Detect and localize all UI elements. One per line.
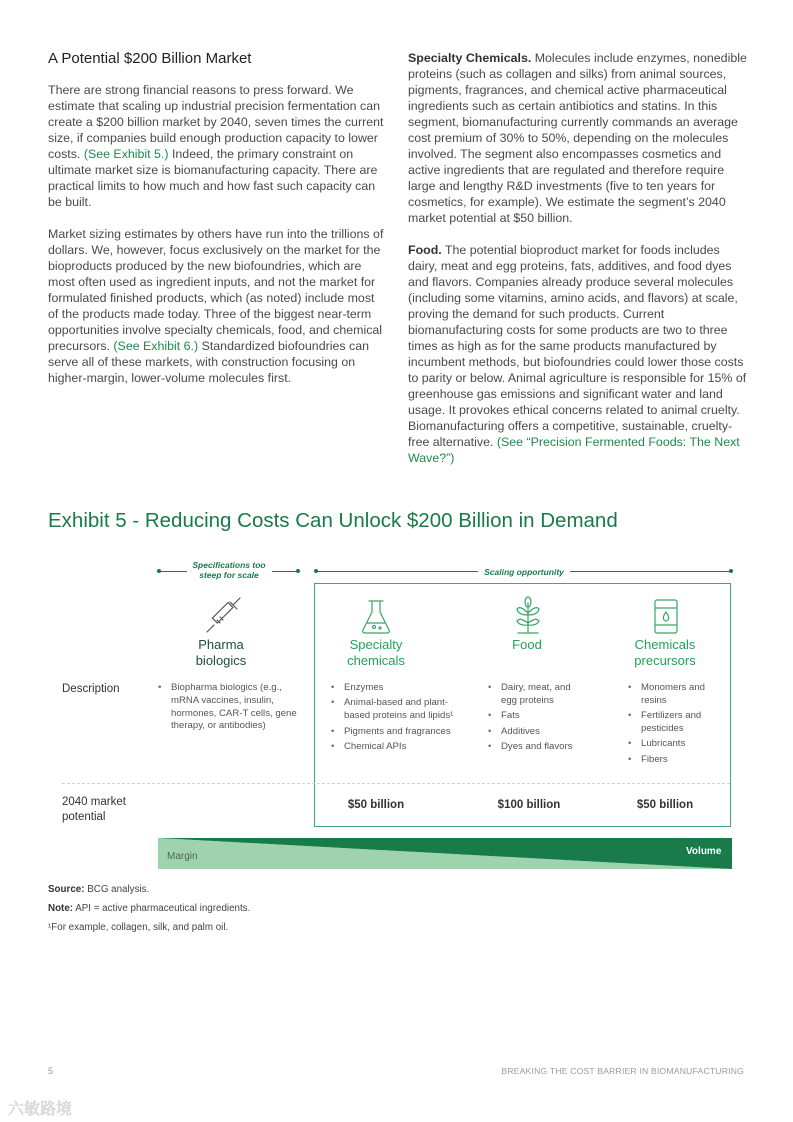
paragraph-text: Indeed, the primary constraint on ultimate market size is biomanufacturing capacity. There are practical limits to how much and how fast such capacity can be built. [48, 147, 378, 209]
span-left-label-line: Specifications too [192, 560, 266, 570]
category-title-line: precursors [634, 653, 696, 668]
paragraph-text: There are strong financial reasons to press forward. We estimate that scaling up industrial precision fermentation can create a $200 billion market by 2040, seven times the current size, if companies build enough production capacity to lower costs. [48, 83, 384, 161]
bullets-food [487, 682, 587, 756]
span-left-end-dot [296, 569, 300, 573]
bullets-chemicals [627, 682, 723, 769]
running-title: BREAKING THE COST BARRIER IN BIOMANUFACTURING [501, 1066, 744, 1076]
list-item: • Additives [487, 726, 587, 739]
category-title-line: Specialty [349, 637, 403, 652]
abbreviation-note [48, 902, 250, 915]
category-title-pharma [151, 637, 291, 669]
page-number: 5 [48, 1066, 54, 1076]
row-label-line: 2040 market [62, 796, 126, 808]
paragraph-text: Standardized biofoundries can serve all of these markets, with construction focusing on higher-margin, lower-volume molecules first. [48, 339, 369, 385]
category-title-line: chemicals [347, 653, 405, 668]
exhibit-title: Exhibit 5 - Reducing Costs Can Unlock $200 Billion in Demand [48, 509, 618, 532]
barrel-icon [646, 597, 686, 637]
category-title-line: Pharma [198, 637, 244, 652]
row-label-description: Description [62, 683, 120, 695]
row-label-line: potential [62, 811, 106, 823]
watermark: 六敏路境 [8, 1101, 73, 1118]
market-value-specialty: $50 billion [347, 799, 405, 811]
paragraph-text: Molecules include enzymes, nonedible proteins (such as collagen and silks) from animal sources, pigments, fragrances, and chemical active pharmaceutical ingredients such as certain antibiotics and statins. In this segment, biomanufacturing currently commands an average cost premium of 30% to 50%, depending on the molecules involved. The segment also encompasses cosmetics and active ingredients that are regulated and therefore require large and lengthy R&D investments (five to ten years for cosmetics, for example). We estimate the segment’s 2040 market potential at $50 billion. [408, 51, 747, 225]
category-title-specialty [306, 637, 446, 669]
market-value-food: $100 billion [497, 799, 561, 811]
list-item: • Enzymes [330, 682, 465, 695]
span-left-line [272, 571, 298, 572]
list-item: • Chemical APIs [330, 741, 465, 754]
precision-foods-link[interactable]: (See “Precision Fermented Foods: The Next Wave?”) [408, 435, 740, 465]
flask-icon [356, 597, 396, 637]
plant-icon [508, 595, 548, 635]
row-divider [62, 783, 730, 784]
bullets-specialty [330, 682, 465, 756]
span-right-line [316, 571, 478, 572]
right-column [408, 50, 748, 482]
list-item: • Fertilizers and pesticides [627, 710, 723, 736]
category-title-food [457, 637, 597, 653]
list-item: • Dyes and flavors [487, 741, 587, 754]
source-label: Source: [48, 884, 85, 895]
paragraph-text: Market sizing estimates by others have run into the trillions of dollars. We, however, focus exclusively on the market for the bioproducts produced by the new biofoundries, which are most often used as ingredient inputs, and not the market for formulated finished products, which (as noted) include most of the products made today. Three of the biggest near-term opportunities involve specialty chemicals, food, and chemical precursors. [48, 227, 384, 353]
exhibit-5-link[interactable]: (See Exhibit 5.) [83, 147, 169, 161]
span-left-label [186, 560, 272, 580]
left-column [48, 50, 384, 402]
span-right-label: Scaling opportunity [484, 567, 564, 577]
category-title-chemicals [595, 637, 735, 669]
list-item: • Dairy, meat, and egg proteins [487, 682, 587, 708]
paragraph-specialty-chemicals [408, 50, 748, 226]
list-item: • Lubricants [627, 738, 723, 751]
category-title-line: Chemicals [634, 637, 696, 652]
source-note [48, 883, 149, 896]
paragraph-food [408, 242, 748, 466]
market-value-chemicals: $50 billion [636, 799, 694, 811]
paragraph-market-sizing [48, 226, 384, 386]
list-item: • Fats [487, 710, 587, 723]
bullets-pharma [157, 682, 305, 736]
note-label: Note: [48, 903, 74, 914]
syringe-icon [203, 596, 243, 636]
category-title-line: biologics [195, 653, 247, 668]
margin-label: Margin [167, 851, 198, 862]
footnote: ¹For example, collagen, silk, and palm oil. [48, 922, 229, 933]
span-right-end-dot [729, 569, 733, 573]
margin-volume-wedge [158, 838, 732, 869]
paragraph-lead: Food. [408, 243, 442, 257]
section-heading: A Potential $200 Billion Market [48, 50, 252, 67]
list-item: • Biopharma biologics (e.g., mRNA vaccines, insulin, hormones, CAR-T cells, gene therapy, or antibodies) [157, 682, 305, 733]
row-label-market-potential [62, 795, 126, 825]
list-item: • Fibers [627, 754, 723, 767]
source-text: BCG analysis. [84, 884, 150, 895]
span-right-line [570, 571, 730, 572]
paragraph-lead: Specialty Chemicals. [408, 51, 532, 65]
paragraph-market-estimate [48, 82, 384, 210]
category-title-line: Food [512, 637, 542, 652]
volume-label: Volume [686, 846, 722, 857]
list-item: • Animal-based and plant-based proteins and lipids¹ [330, 697, 465, 723]
span-left-line [159, 571, 187, 572]
paragraph-text: The potential bioproduct market for foods includes dairy, meat and egg proteins, fats, additives, and food dyes and flavors. Companies already produce several molecules (including some vitamins, amino acids, and flavors) at scale, proving the demand for such products. Current biomanufacturing costs for some products are two to three times as high as for the same products manufactured by incumbent methods, but biofoundries could lower those costs to parity or below. Animal agriculture is responsible for 15% of greenhouse gas emissions and significant water and land usage. It provokes ethical concerns related to animal cruelty. Biomanufacturing offers a competitive, sustainable, cruelty-free alternative. [408, 243, 747, 449]
list-item: • Monomers and resins [627, 682, 723, 708]
list-item: • Pigments and fragrances [330, 726, 465, 739]
exhibit-6-link[interactable]: (See Exhibit 6.) [113, 339, 199, 353]
span-left-label-line: steep for scale [199, 570, 259, 580]
note-text: API = active pharmaceutical ingredients. [73, 903, 251, 914]
